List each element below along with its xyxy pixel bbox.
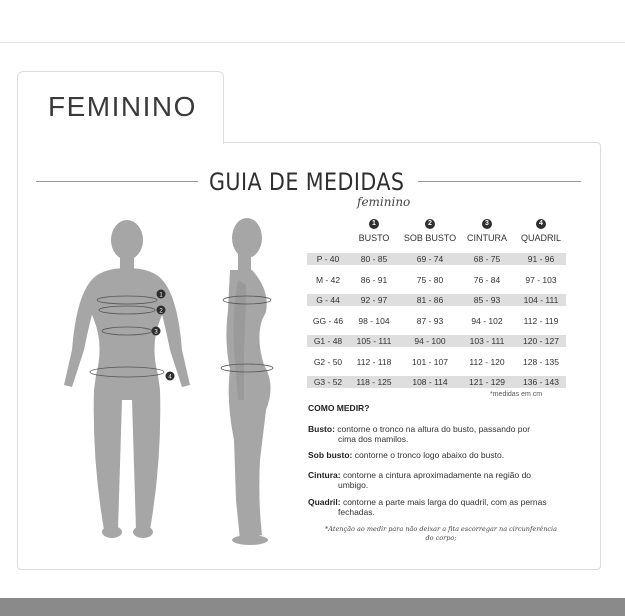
- column-header-quadril: QUADRIL: [520, 233, 561, 243]
- busto-cell: 98 - 104: [358, 316, 390, 326]
- table-row: [307, 356, 566, 368]
- tab-feminino[interactable]: [17, 71, 224, 144]
- table-row: [307, 315, 566, 327]
- marker-3: 3: [154, 329, 158, 336]
- marker-2: 2: [159, 308, 163, 315]
- cintura-cell: 85 - 93: [473, 295, 501, 305]
- column-number-3: 3: [482, 219, 492, 229]
- sob-busto-cell: 94 - 100: [414, 336, 446, 346]
- quadril-instruction: [308, 497, 580, 517]
- cintura-cell: 112 - 120: [469, 357, 505, 367]
- side-silhouette: [226, 218, 270, 545]
- sob-busto-cell: 81 - 86: [416, 295, 444, 305]
- line1: contorne a parte mais larga do quadril, com as pernas: [340, 497, 547, 507]
- sob-busto-cell: 69 - 74: [416, 254, 444, 264]
- units-note: *medidas em cm: [490, 391, 543, 398]
- how-to-heading: COMO MEDIR?: [308, 403, 370, 413]
- column-header-cintura: CINTURA: [467, 233, 507, 243]
- table-row: [307, 335, 566, 347]
- busto-cell: 112 - 118: [356, 357, 392, 367]
- busto-cell: 105 - 111: [356, 336, 392, 346]
- term: Busto:: [308, 424, 335, 434]
- sob-busto-cell: 75 - 80: [416, 275, 444, 285]
- cintura-cell: 94 - 102: [471, 316, 503, 326]
- table-row: [307, 274, 566, 286]
- quadril-cell: 136 - 143: [523, 377, 559, 387]
- size-cell: G - 44: [316, 295, 340, 305]
- table-row: [307, 376, 566, 388]
- term: Cintura:: [308, 470, 341, 480]
- line2: cima dos mamilos.: [338, 434, 409, 444]
- busto-cell: 118 - 125: [356, 377, 392, 387]
- size-cell: G1 - 48: [313, 336, 343, 346]
- column-header-busto: BUSTO: [358, 233, 390, 243]
- term: Sob busto:: [308, 450, 353, 460]
- cintura-cell: 103 - 111: [469, 336, 505, 346]
- quadril-cell: 91 - 96: [527, 254, 555, 264]
- size-cell: GG - 46: [312, 316, 344, 326]
- size-cell: P - 40: [316, 254, 340, 264]
- size-cell: G3 - 52: [313, 377, 343, 387]
- quadril-cell: 104 - 111: [523, 295, 559, 305]
- tab-joint: [18, 141, 221, 144]
- busto-cell: 92 - 97: [360, 295, 388, 305]
- title-rule-left: [36, 181, 198, 182]
- header-divider: [0, 42, 625, 43]
- cintura-cell: 68 - 75: [473, 254, 501, 264]
- sob-busto-instruction: [308, 450, 580, 460]
- table-row: [307, 253, 566, 265]
- size-cell: M - 42: [315, 275, 341, 285]
- guide-title: GUIA DE MEDIDAS: [209, 168, 405, 196]
- bottom-bar: [0, 598, 625, 616]
- quadril-cell: 97 - 103: [525, 275, 557, 285]
- term: Quadril:: [308, 497, 341, 507]
- busto-cell: 80 - 85: [360, 254, 388, 264]
- measure-footnote: *Atenção ao medir para não deixar a fita escorregar na circunferência do corpo;: [325, 525, 557, 542]
- busto-cell: 86 - 91: [360, 275, 388, 285]
- cintura-cell: 121 - 129: [469, 377, 505, 387]
- sob-busto-cell: 101 - 107: [412, 357, 448, 367]
- column-number-1: 1: [369, 219, 379, 229]
- line2: umbigo.: [338, 480, 369, 490]
- line1: contorne o tronco logo abaixo do busto.: [352, 450, 505, 460]
- tab-label: FEMININO: [48, 91, 197, 122]
- line2: fechadas.: [338, 507, 375, 517]
- title-rule-right: [418, 181, 581, 182]
- quadril-cell: 112 - 119: [523, 316, 559, 326]
- table-row: [307, 294, 566, 306]
- quadril-cell: 128 - 135: [523, 357, 559, 367]
- marker-1: 1: [159, 292, 163, 299]
- line1: contorne o tronco na altura do busto, passando por: [334, 424, 531, 434]
- cintura-instruction: [308, 470, 580, 490]
- cintura-cell: 76 - 84: [473, 275, 501, 285]
- column-number-4: 4: [536, 219, 546, 229]
- marker-4: 4: [168, 374, 172, 381]
- size-cell: G2 - 50: [313, 357, 343, 367]
- body-silhouettes: [40, 200, 290, 550]
- column-header-sob-busto: SOB BUSTO: [403, 233, 457, 243]
- guide-subtitle: feminino: [357, 195, 411, 209]
- line1: contorne a cintura aproximadamente na região do: [340, 470, 532, 480]
- busto-instruction: [308, 424, 580, 444]
- quadril-cell: 120 - 127: [523, 336, 559, 346]
- column-number-2: 2: [425, 219, 435, 229]
- sob-busto-cell: 87 - 93: [416, 316, 444, 326]
- sob-busto-cell: 108 - 114: [412, 377, 448, 387]
